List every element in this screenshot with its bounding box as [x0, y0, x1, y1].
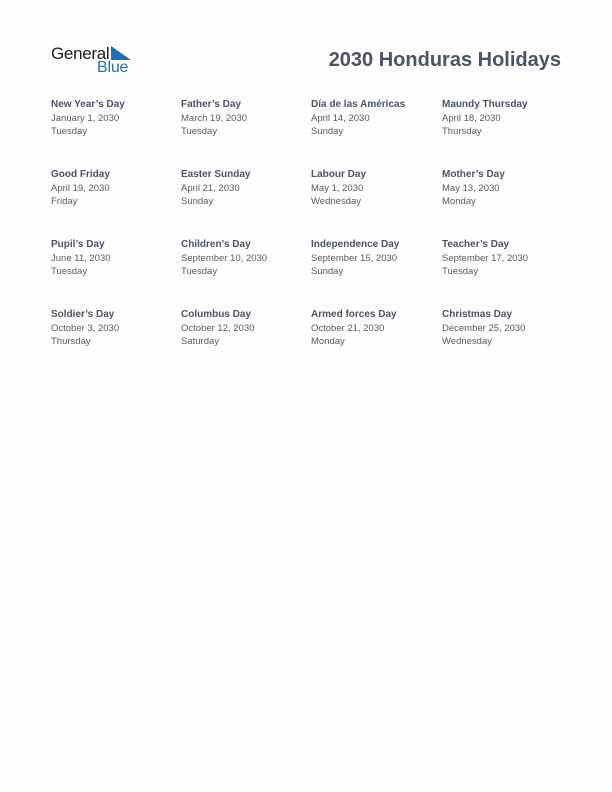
holiday-name: Armed forces Day: [311, 309, 397, 320]
holiday-weekday: Thursday: [51, 336, 91, 347]
holiday-item: [311, 308, 442, 378]
brand-logo: [51, 44, 133, 78]
holiday-date: October 3, 2030: [51, 322, 120, 334]
holiday-item: [51, 168, 181, 238]
holiday-name: Día de las Américas: [311, 99, 406, 110]
holiday-date: October 12, 2030: [181, 322, 255, 334]
holiday-weekday: Thursday: [442, 126, 482, 137]
holiday-date: June 11, 2030: [51, 252, 111, 264]
holiday-grid: [51, 98, 572, 378]
holiday-date: March 19, 2030: [181, 112, 248, 124]
holiday-name: Independence Day: [311, 239, 400, 250]
holiday-name: Columbus Day: [181, 309, 252, 320]
holiday-name: Soldier’s Day: [51, 309, 115, 320]
page-title: 2030 Honduras Holidays: [328, 49, 561, 71]
holiday-weekday: Tuesday: [181, 126, 218, 137]
logo-text-blue: Blue: [97, 59, 129, 76]
holiday-item: [51, 238, 181, 308]
holiday-name: Pupil’s Day: [51, 239, 105, 250]
holiday-item: [51, 98, 181, 168]
holiday-name: Children’s Day: [181, 239, 251, 250]
holiday-date: May 13, 2030: [442, 182, 500, 194]
holiday-date: April 18, 2030: [442, 112, 501, 124]
holiday-item: [51, 308, 181, 378]
holiday-name: Labour Day: [311, 169, 367, 180]
holiday-name: Father’s Day: [181, 99, 242, 110]
holiday-date: April 14, 2030: [311, 112, 370, 124]
holiday-item: [311, 98, 442, 168]
holiday-name: Christmas Day: [442, 309, 513, 320]
holiday-weekday: Friday: [51, 196, 78, 207]
holiday-weekday: Tuesday: [51, 126, 88, 137]
holiday-item: [181, 98, 311, 168]
holiday-weekday: Wednesday: [442, 336, 492, 347]
holiday-date: September 17, 2030: [442, 252, 529, 264]
holiday-name: Good Friday: [51, 169, 110, 180]
holiday-weekday: Sunday: [311, 266, 344, 277]
holiday-item: [181, 308, 311, 378]
holiday-date: May 1, 2030: [311, 182, 364, 194]
holiday-weekday: Tuesday: [442, 266, 479, 277]
holiday-weekday: Wednesday: [311, 196, 361, 207]
holiday-item: [311, 238, 442, 308]
holiday-weekday: Sunday: [311, 126, 344, 137]
holiday-date: April 21, 2030: [181, 182, 240, 194]
holiday-date: January 1, 2030: [51, 112, 120, 124]
holiday-name: Mother’s Day: [442, 169, 505, 180]
logo-text-general: General: [51, 44, 110, 63]
holiday-date: December 25, 2030: [442, 322, 526, 334]
holiday-weekday: Tuesday: [181, 266, 218, 277]
holiday-weekday: Sunday: [181, 196, 214, 207]
holiday-item: [442, 308, 572, 378]
holiday-date: September 15, 2030: [311, 252, 398, 264]
holiday-name: Teacher’s Day: [442, 239, 510, 250]
holiday-item: [311, 168, 442, 238]
holiday-name: Maundy Thursday: [442, 99, 528, 110]
holiday-weekday: Tuesday: [51, 266, 88, 277]
holiday-date: October 21, 2030: [311, 322, 385, 334]
holiday-weekday: Monday: [311, 336, 345, 347]
holiday-item: [442, 238, 572, 308]
holiday-weekday: Saturday: [181, 336, 220, 347]
holiday-weekday: Monday: [442, 196, 476, 207]
holiday-date: April 19, 2030: [51, 182, 110, 194]
holiday-item: [442, 98, 572, 168]
holiday-name: Easter Sunday: [181, 169, 251, 180]
holiday-item: [181, 168, 311, 238]
holiday-date: September 10, 2030: [181, 252, 268, 264]
holiday-item: [181, 238, 311, 308]
holiday-name: New Year’s Day: [51, 99, 125, 110]
holiday-item: [442, 168, 572, 238]
